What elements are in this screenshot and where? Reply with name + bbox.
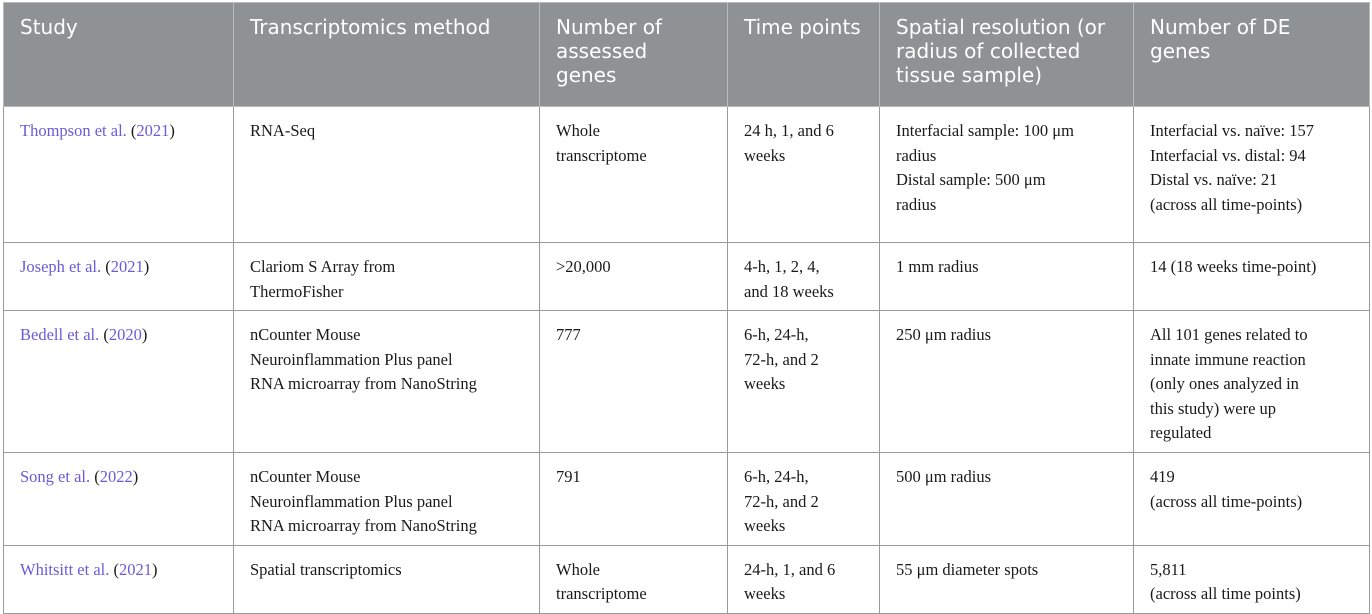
citation-year-link[interactable]: 2021 [110, 257, 144, 276]
cell-line: 14 (18 weeks time-point) [1150, 257, 1317, 276]
citation-paren-open: ( [130, 121, 137, 140]
cell-line: weeks [744, 516, 786, 535]
cell-line: nCounter Mouse [250, 325, 361, 344]
citation-author-link[interactable]: Bedell et al. [20, 325, 100, 344]
cell-line: Interfacial vs. distal: 94 [1150, 145, 1306, 165]
cell-spatial [880, 311, 1134, 453]
cell-line: (only ones analyzed in [1150, 374, 1299, 393]
cell-line: Interfacial vs. naïve: 157 [1150, 121, 1315, 140]
cell-line: Neuroinflammation Plus panel [250, 491, 453, 511]
cell-line: radius [896, 194, 937, 214]
citation-year-link[interactable]: 2021 [118, 559, 152, 579]
citation-year-link[interactable]: 2022 [99, 467, 133, 486]
cell-line: Whole [556, 121, 600, 140]
cell-line: innate immune reaction [1150, 349, 1306, 369]
cell-line: ThermoFisher [250, 281, 344, 301]
citation-paren-close: ) [141, 325, 148, 344]
cell-line: 6-h, 24-h, [744, 467, 809, 486]
cell-genes [540, 545, 728, 613]
cell-line: radius [896, 145, 937, 165]
citation-paren-close: ) [143, 257, 150, 276]
cell-line: 55 μm diameter spots [896, 559, 1039, 579]
cell-line: Clariom S Array from [250, 257, 396, 276]
cell-spatial [880, 453, 1134, 546]
citation-paren-open: ( [105, 257, 111, 276]
cell-genes [540, 311, 728, 453]
cell-time-points [728, 243, 880, 311]
cell-time-points [728, 453, 880, 546]
header-number-of-de-genes: Number of DE genes [1134, 3, 1370, 107]
citation-year-link[interactable]: 2021 [136, 121, 170, 140]
cell-line: Distal sample: 500 μm [896, 170, 1046, 189]
cell-study [4, 545, 234, 613]
cell-method [234, 107, 540, 243]
header-transcriptomics-method: Transcriptomics method [234, 3, 540, 107]
table-row [4, 107, 1370, 243]
cell-line: Neuroinflammation Plus panel [250, 349, 453, 369]
citation-author-link[interactable]: Whitsitt et al. [20, 559, 110, 579]
cell-line: 419 [1150, 467, 1175, 486]
cell-line: Interfacial sample: 100 μm [896, 121, 1074, 140]
citation-paren-open: ( [103, 325, 109, 344]
cell-method [234, 243, 540, 311]
cell-study [4, 453, 234, 546]
header-number-of-assessed-genes: Number of assessed genes [540, 3, 728, 107]
cell-spatial [880, 107, 1134, 243]
cell-line: (across all time-points) [1150, 491, 1303, 511]
cell-line: regulated [1150, 423, 1212, 442]
cell-method [234, 453, 540, 546]
cell-method [234, 311, 540, 453]
cell-line: RNA-Seq [250, 121, 316, 140]
citation-author-link[interactable]: Thompson et al. [20, 121, 127, 140]
cell-line: and 18 weeks [744, 281, 834, 301]
header-time-points: Time points [728, 3, 880, 107]
cell-line: 500 μm radius [896, 467, 992, 486]
cell-time-points [728, 311, 880, 453]
cell-time-points [728, 107, 880, 243]
cell-genes [540, 107, 728, 243]
cell-line: this study) were up [1150, 398, 1277, 418]
cell-de-genes [1134, 311, 1370, 453]
cell-line: >20,000 [556, 257, 611, 276]
cell-spatial [880, 545, 1134, 613]
citation-paren-open: ( [94, 467, 100, 486]
studies-table [3, 2, 1370, 614]
cell-time-points [728, 545, 880, 613]
table-row [4, 311, 1370, 453]
cell-line: RNA microarray from NanoString [250, 516, 477, 535]
cell-spatial [880, 243, 1134, 311]
cell-line: transcriptome [556, 584, 647, 603]
cell-genes [540, 243, 728, 311]
citation-paren-close: ) [151, 559, 158, 579]
cell-line: 250 μm radius [896, 325, 992, 344]
citation-paren-close: ) [132, 467, 139, 486]
citation-paren-close: ) [169, 121, 175, 140]
cell-genes [540, 453, 728, 546]
cell-line: 791 [556, 467, 581, 486]
cell-line: All 101 genes related to [1150, 325, 1308, 344]
cell-line: (across all time points) [1150, 584, 1301, 603]
cell-de-genes [1134, 243, 1370, 311]
cell-line: 4-h, 1, 2, 4, [744, 257, 820, 276]
cell-line: Whole [556, 559, 600, 579]
citation-author-link[interactable]: Song et al. [20, 467, 91, 486]
citation-paren-open: ( [113, 559, 119, 579]
cell-line: 5,811 [1150, 559, 1187, 579]
citation-year-link[interactable]: 2020 [108, 325, 142, 344]
cell-de-genes [1134, 107, 1370, 243]
cell-line: (across all time-points) [1150, 194, 1303, 214]
cell-method [234, 545, 540, 613]
table-row [4, 453, 1370, 546]
cell-line: RNA microarray from NanoString [250, 374, 477, 393]
cell-line: weeks [744, 584, 786, 603]
cell-line: 1 mm radius [896, 257, 979, 276]
cell-line: 6-h, 24-h, [744, 325, 809, 344]
cell-line: 777 [556, 325, 581, 344]
cell-line: weeks [744, 145, 786, 165]
citation-author-link[interactable]: Joseph et al. [20, 257, 102, 276]
cell-study [4, 107, 234, 243]
cell-line: 72-h, and 2 [744, 349, 819, 369]
cell-line: 24-h, 1, and 6 [744, 559, 836, 579]
header-study: Study [4, 3, 234, 107]
cell-de-genes [1134, 453, 1370, 546]
cell-line: weeks [744, 374, 786, 393]
cell-line: Spatial transcriptomics [250, 559, 402, 579]
cell-study [4, 243, 234, 311]
header-row [4, 3, 1370, 107]
cell-line: nCounter Mouse [250, 467, 361, 486]
cell-line: transcriptome [556, 145, 647, 165]
header-spatial-resolution: Spatial resolution (or radius of collected tissue sample) [880, 3, 1134, 107]
table-row [4, 243, 1370, 311]
cell-de-genes [1134, 545, 1370, 613]
cell-line: Distal vs. naïve: 21 [1150, 170, 1278, 189]
cell-study [4, 311, 234, 453]
cell-line: 72-h, and 2 [744, 491, 819, 511]
table-row [4, 545, 1370, 613]
cell-line: 24 h, 1, and 6 [744, 121, 834, 140]
